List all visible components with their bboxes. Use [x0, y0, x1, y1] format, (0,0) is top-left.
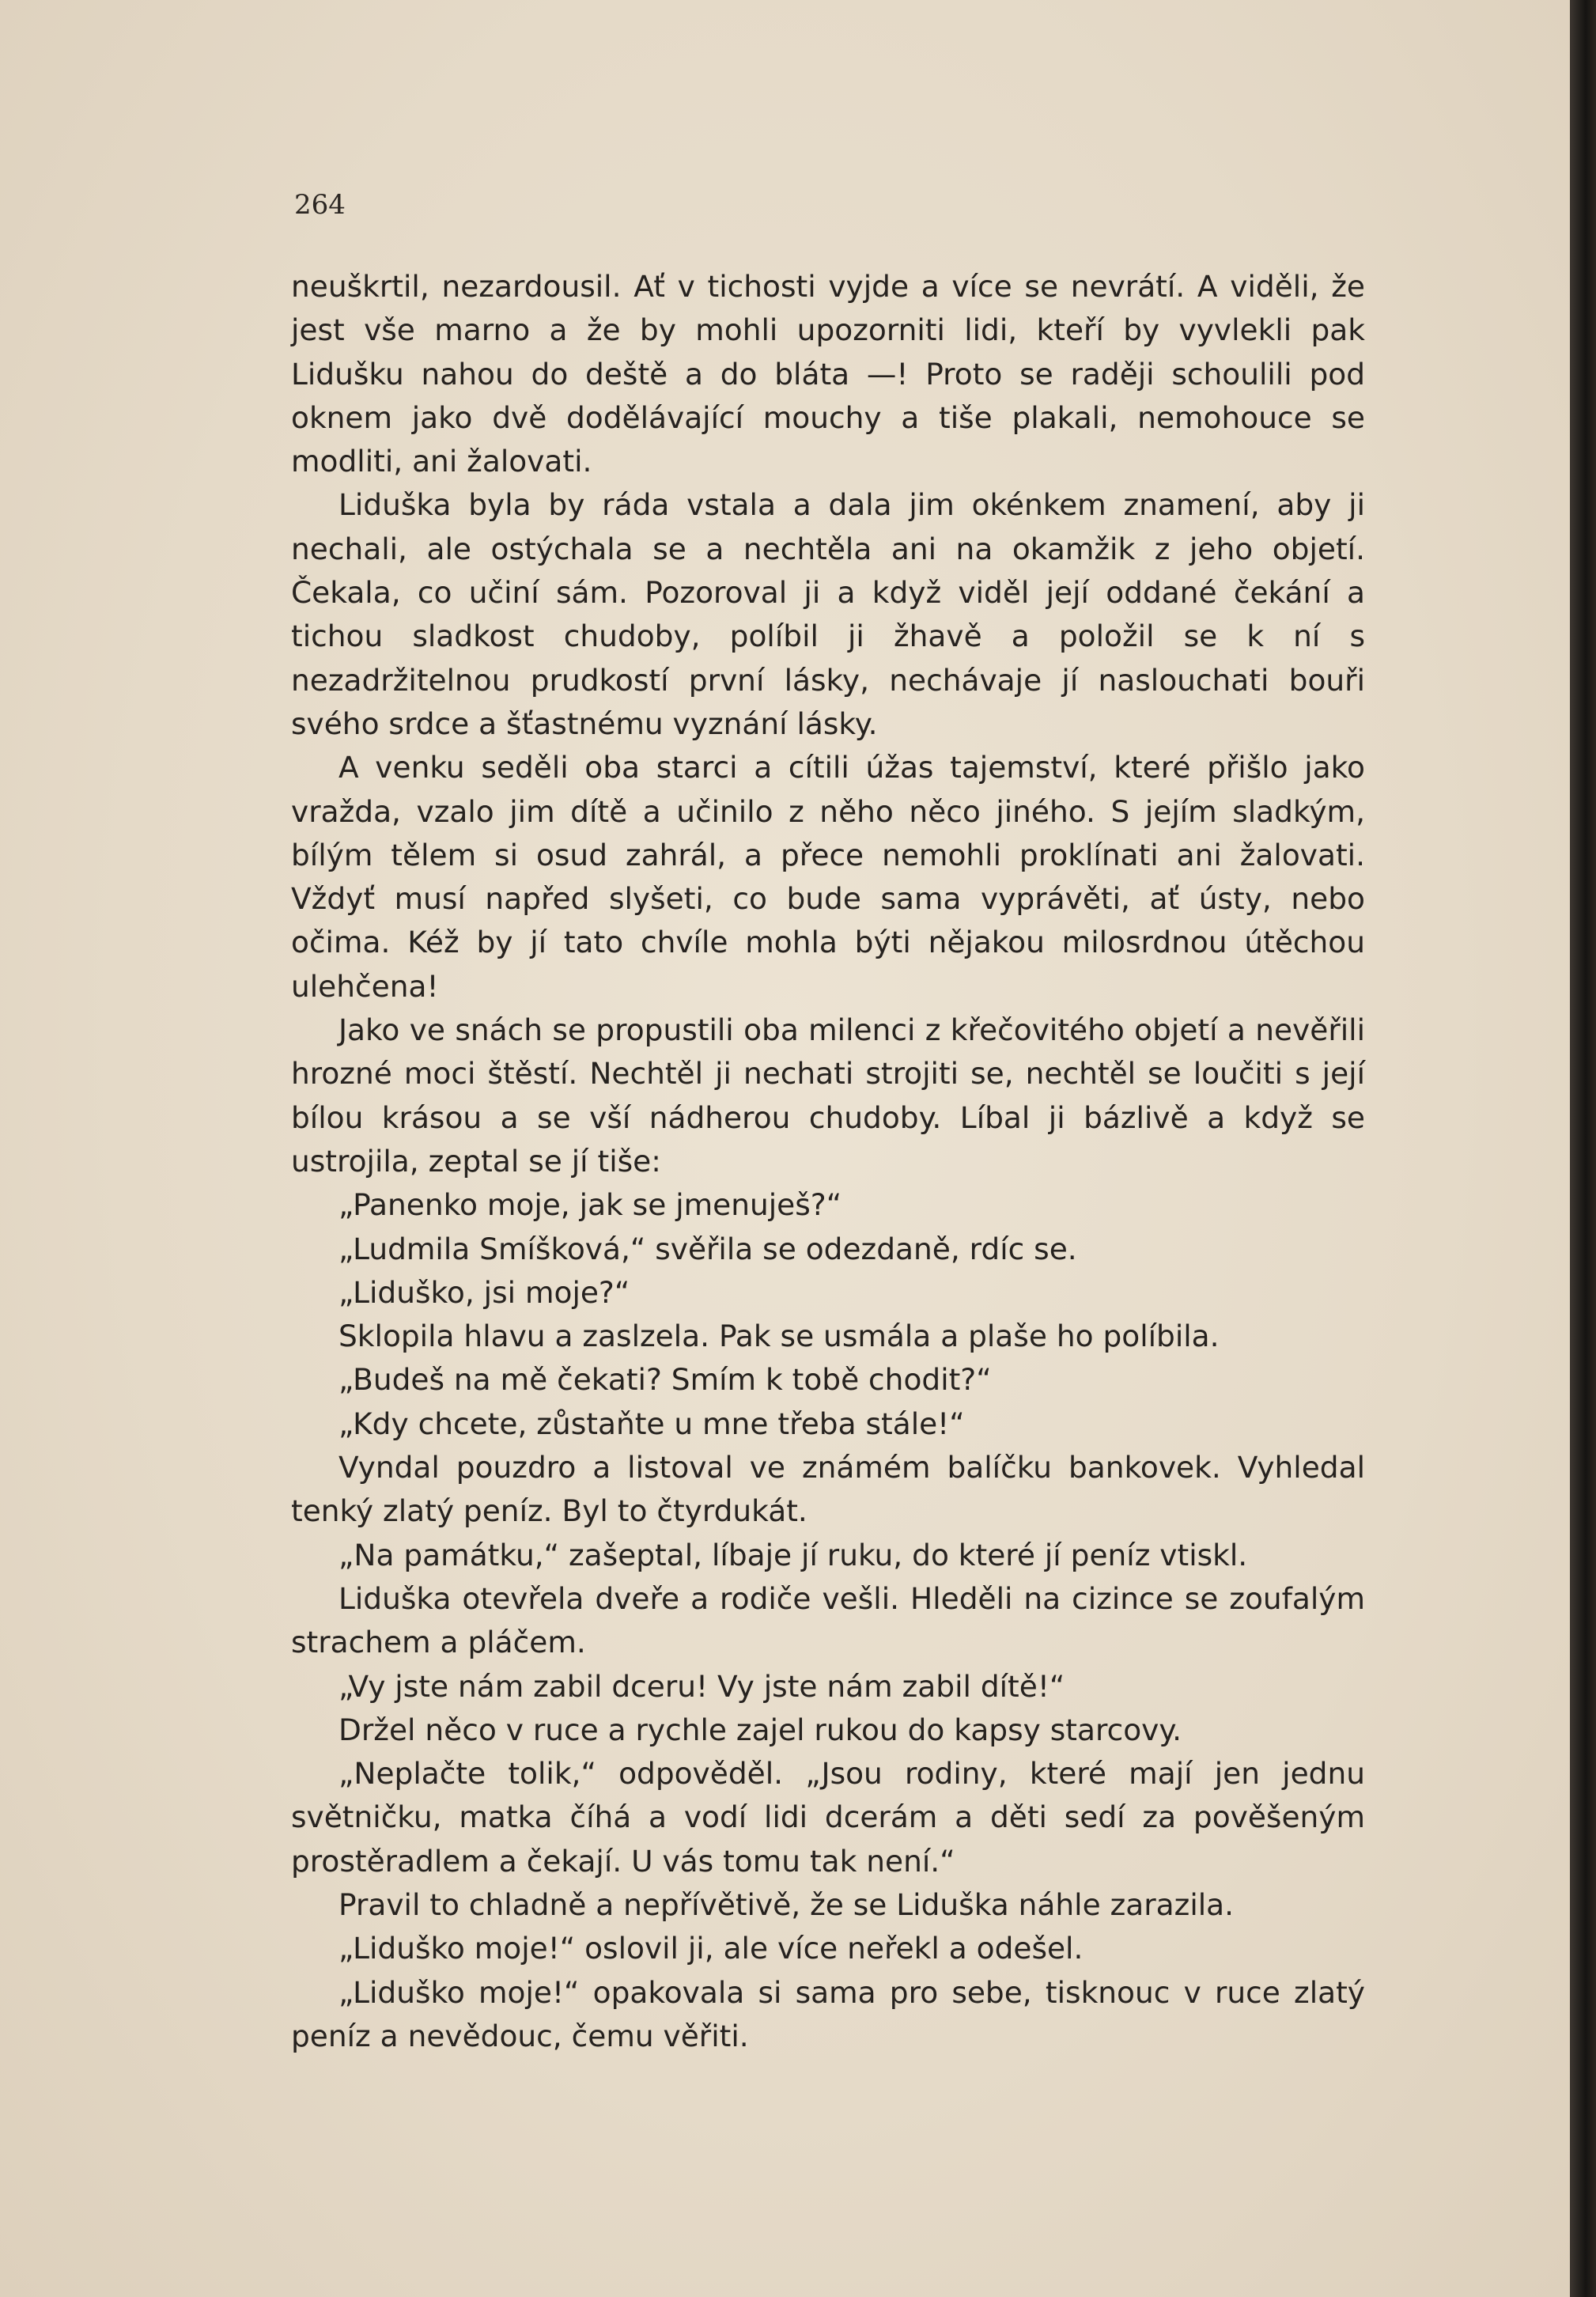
- dialogue-line: „Neplačte tolik,“ odpověděl. „Jsou rodiny, které mají jen jednu světničku, matka číhá a vodí lidi dcerám a děti sedí za pověšeným prostěradlem a čekají. U vás tomu tak není.“: [291, 1756, 1365, 1879]
- paragraph: neuškrtil, nezardousil. Ať v tichosti vyjde a více se nevrátí. A viděli, že jest vše marno a že by mohli upozorniti lidi, kteří by vyvlekli pak Lidušku nahou do deště a do bláta —! Proto se raději schoulili pod oknem jako dvě dodělávající mouchy a tiše plakali, nemohouce se modliti, ani žalovati.: [291, 269, 1365, 479]
- paragraph: Pravil to chladně a nepřívětivě, že se Liduška náhle zarazila.: [338, 1886, 1235, 1922]
- paragraph: Sklopila hlavu a zaslzela. Pak se usmála a plaše ho políbila.: [338, 1319, 1220, 1354]
- dialogue-line: „Kdy chcete, zůstaňte u mne třeba stále!“: [338, 1406, 965, 1441]
- dialogue-line: „Na památku,“ zašeptal, líbaje jí ruku, do které jí peníz vtiskl.: [338, 1537, 1248, 1572]
- paragraph: Jako ve snách se propustili oba milenci z křečovitého objetí a nevěřili hrozné moci štěstí. Nechtěl ji nechati strojiti se, nechtěl se loučiti s její bílou krásou a se vší nádherou chudoby. Líbal ji bázlivě a když se ustrojila, zeptal se jí tiše:: [291, 1012, 1365, 1179]
- dialogue-line: „Ludmila Smíšková,“ svěřila se odezdaně, rdíc se.: [338, 1231, 1077, 1266]
- paragraph: A venku seděli oba starci a cítili úžas tajemství, které přišlo jako vražda, vzalo jim dítě a učinilo z něho něco jiného. S jejím sladkým, bílým tělem si osud zahrál, a přece nemohli proklínati ani žalovati. Vždyť musí napřed slyšeti, co bude sama vyprávěti, ať ústy, nebo očima. Kéž by jí tato chvíle mohla býti nějakou milosrdnou útěchou ulehčena!: [291, 750, 1365, 1004]
- paragraph: Liduška otevřela dveře a rodiče vešli. Hleděli na cizince se zoufalým strachem a pláčem.: [291, 1580, 1365, 1660]
- dialogue-line: „Liduško moje!“ oslovil ji, ale více neřekl a odešel.: [338, 1931, 1084, 1966]
- paragraph: Liduška byla by ráda vstala a dala jim okénkem znamení, aby ji nechali, ale ostýchala se a nechtěla ani na okamžik z jeho objetí. Čekala, co učiní sám. Pozoroval ji a když viděl její oddané čekání a tichou sladkost chudoby, políbil ji žhavě a položil se k ní s nezadržitelnou prudkostí první lásky, nechávaje jí naslouchati bouři svého srdce a šťastnému vyznání lásky.: [291, 487, 1365, 741]
- dialogue-line: „Vy jste nám zabil dceru! Vy jste nám zabil dítě!“: [338, 1668, 1065, 1704]
- dialogue-line: „Liduško moje!“ opakovala si sama pro sebe, tisknouc v ruce zlatý peníz a nevědouc, čemu věřiti.: [291, 1974, 1365, 2053]
- page-edge-shadow: [1570, 0, 1596, 2297]
- page-number: 264: [294, 189, 346, 221]
- paragraph: Držel něco v ruce a rychle zajel rukou do kapsy starcovy.: [338, 1712, 1182, 1747]
- text-body: [291, 265, 1365, 2058]
- dialogue-line: „Panenko moje, jak se jmenuješ?“: [338, 1187, 842, 1223]
- dialogue-line: „Liduško, jsi moje?“: [338, 1274, 630, 1310]
- paragraph: Vyndal pouzdro a listoval ve známém balíčku bankovek. Vyhledal tenký zlatý peníz. Byl to čtyrdukát.: [291, 1450, 1365, 1529]
- dialogue-line: „Budeš na mě čekati? Smím k tobě chodit?“: [338, 1362, 992, 1398]
